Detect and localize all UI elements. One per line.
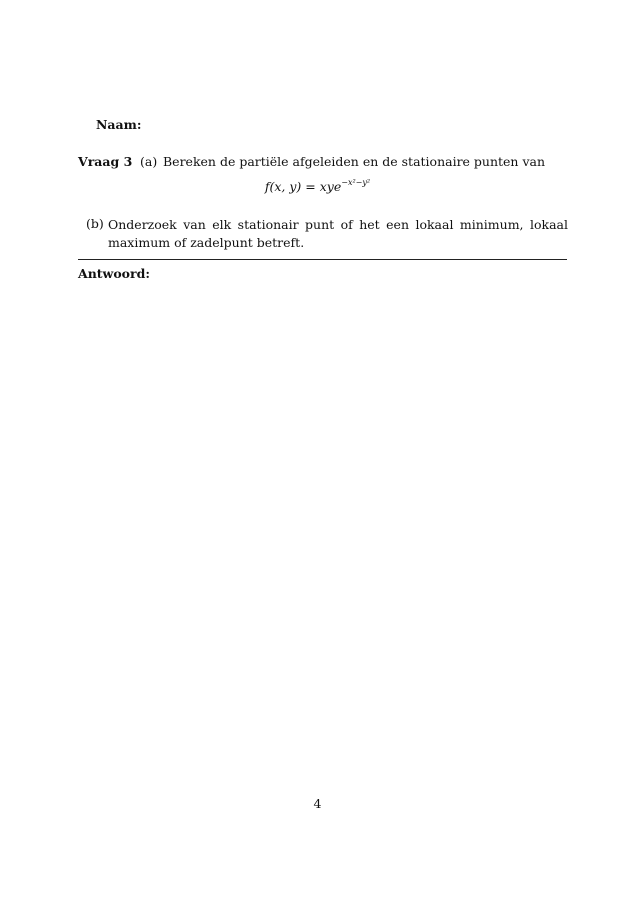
formula-base: f(x, y) = xye [264, 179, 342, 194]
part-a-marker: (a) [140, 154, 158, 169]
part-b-marker: (b) [86, 216, 104, 231]
page-number: 4 [313, 796, 322, 811]
part-b-text: Onderzoek van elk stationair punt of het een lokaal minimum, lokaal maximum of zadelpunt betreft. [108, 217, 568, 250]
name-label: Naam: [96, 117, 142, 132]
part-a-text: Bereken de partiële afgeleiden en de stationaire punten van [163, 154, 546, 169]
formula-exponent: −x²−y² [341, 178, 371, 187]
function-formula [0, 178, 635, 194]
answer-label: Antwoord: [78, 266, 150, 281]
question-title: Vraag 3 [78, 154, 133, 169]
horizontal-rule [78, 259, 567, 260]
